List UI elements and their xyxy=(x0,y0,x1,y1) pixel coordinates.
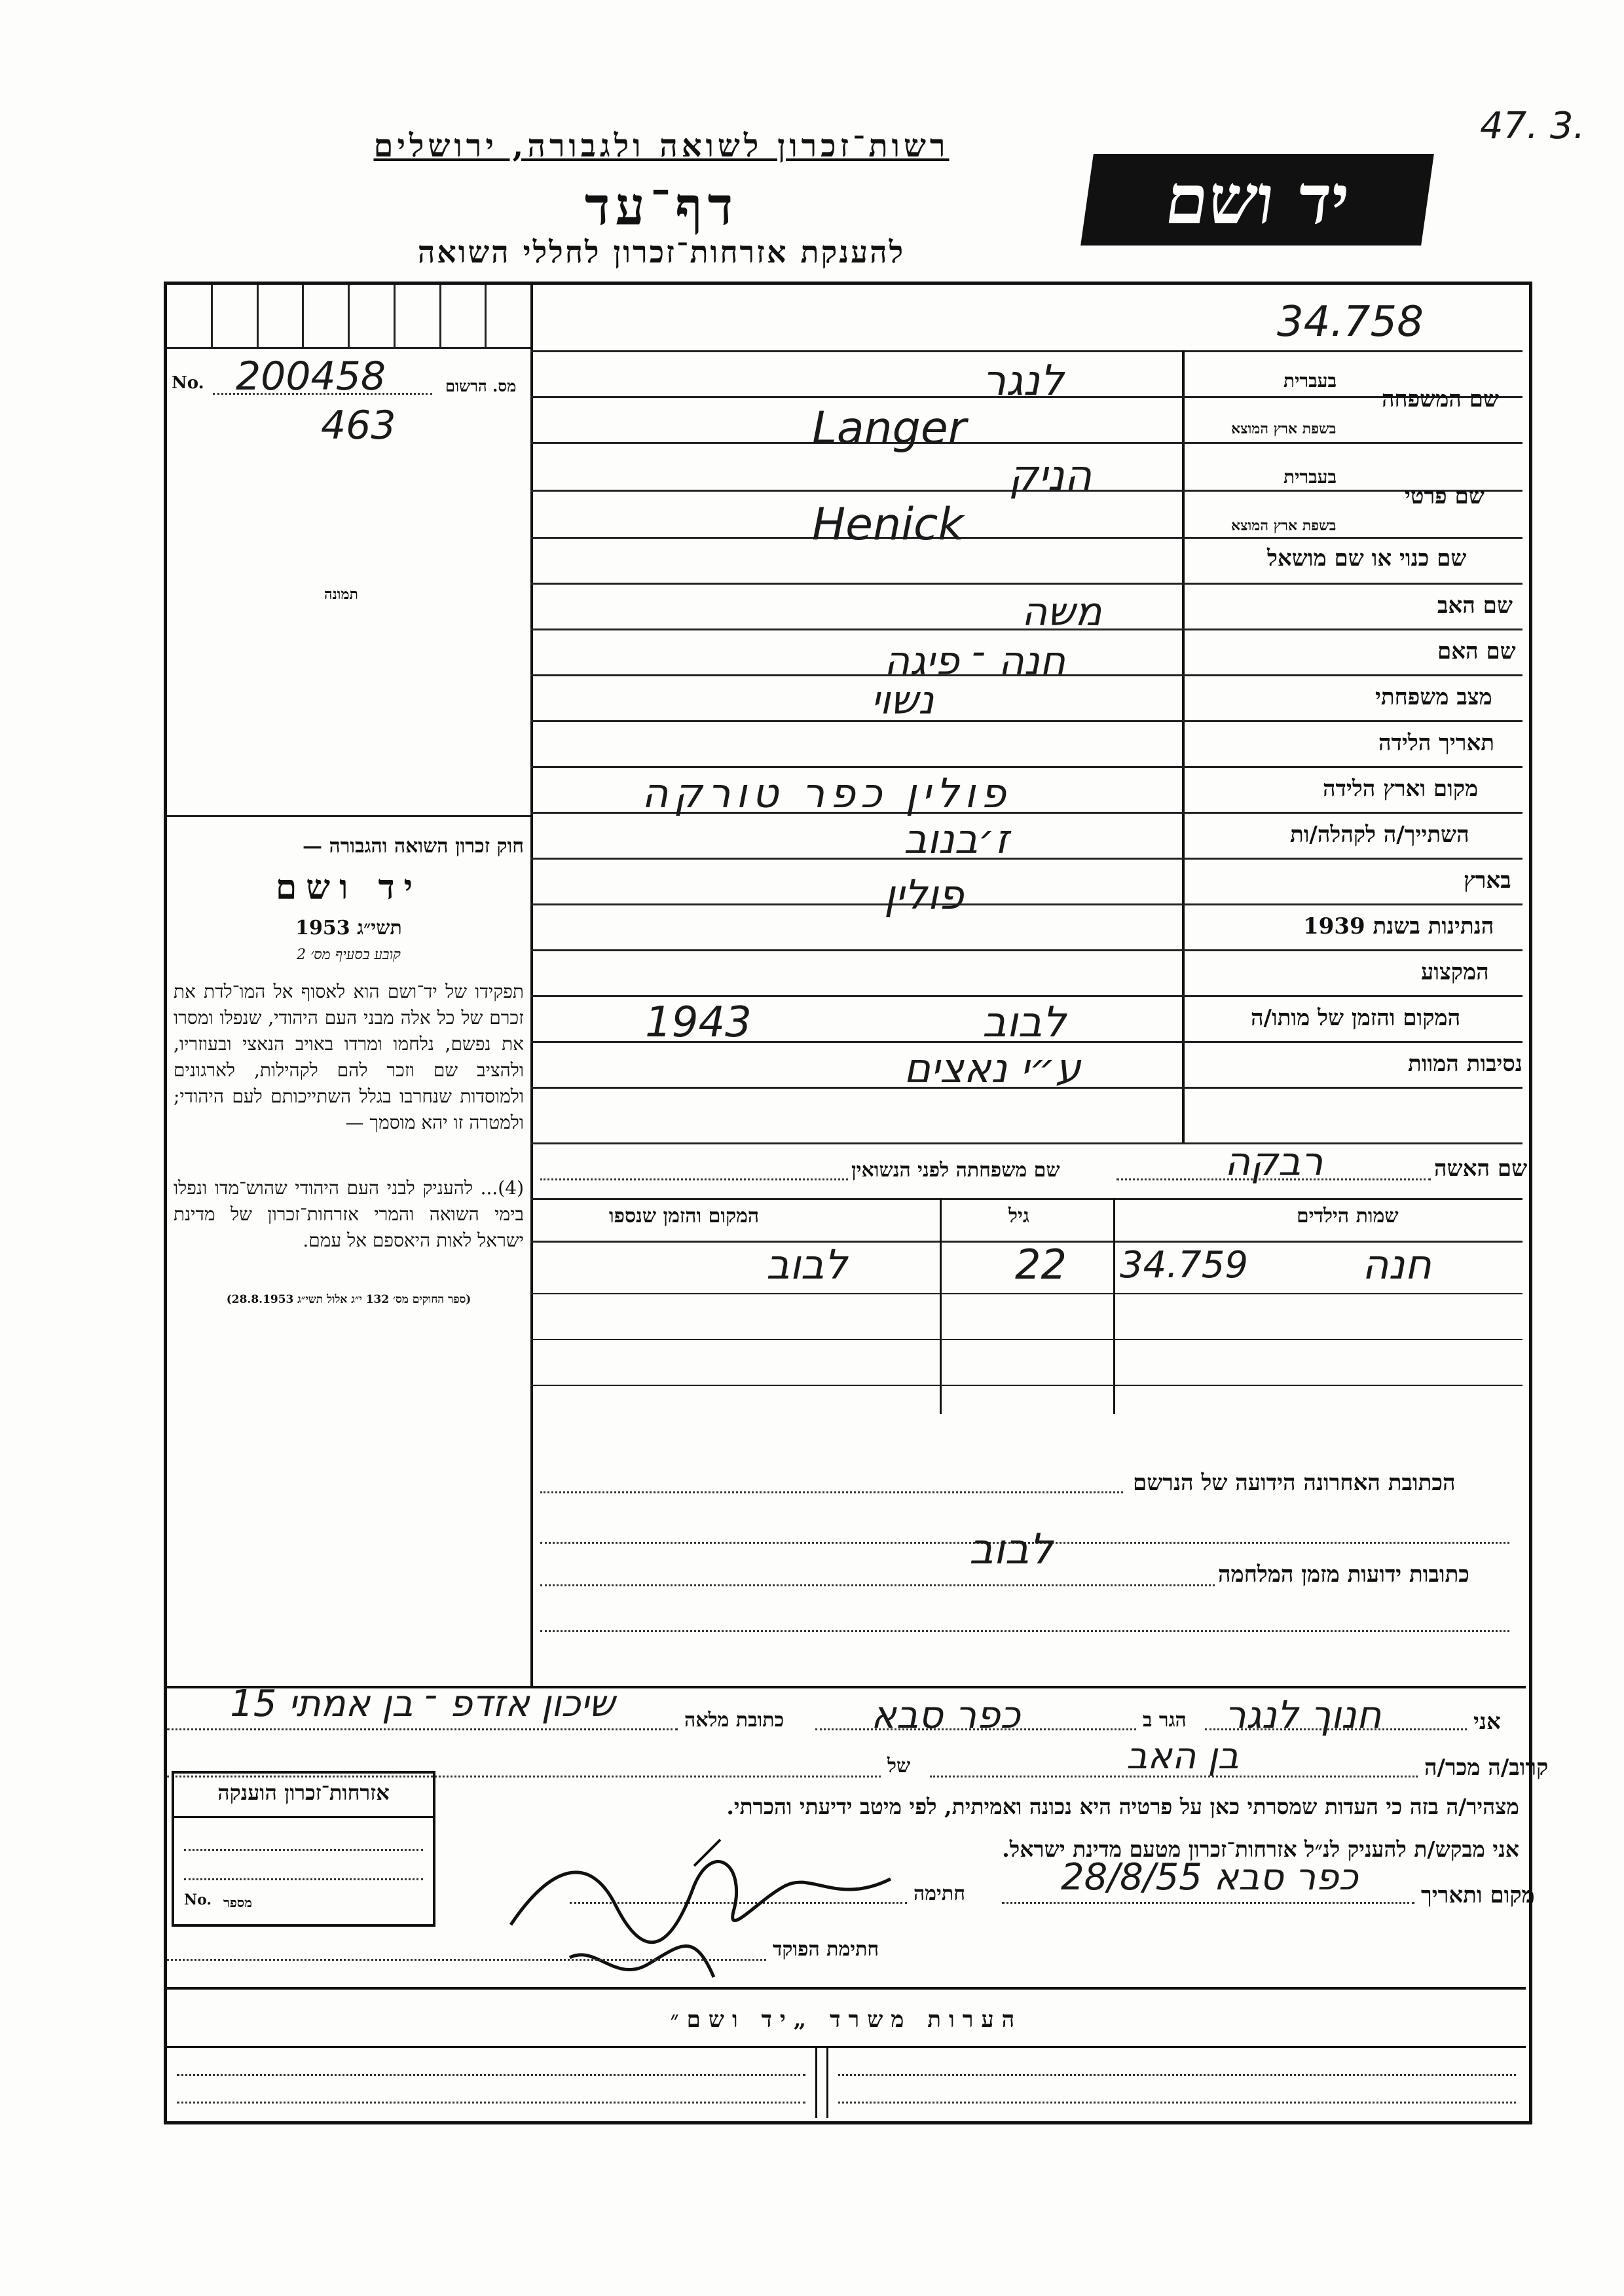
last-address-label: הכתובת האחרונה הידועה של הנרשם xyxy=(1133,1470,1456,1496)
family-name-latin: Langer xyxy=(812,403,967,454)
signature-label: חתימה xyxy=(913,1882,965,1905)
community-label: השתייך/ה לקהלה/ות xyxy=(1290,822,1469,848)
i-value: חנוך לנגר xyxy=(1225,1692,1382,1737)
law-text-2: (4)... להעניק לבני העם היהודי שהוש־מדו ונפלו בימי השואה והמרי אזרחות־זכרון של מדינת ישראל לאות היאספם אל עמם. xyxy=(174,1177,524,1251)
profession-label: המקצוע xyxy=(1421,959,1489,985)
nickname-label: שם כנוי או שם מושאל xyxy=(1267,545,1467,572)
citizenship-title: אזרחות־זכרון הוענקה xyxy=(217,1780,390,1805)
law-year: תשי״ג 1953 xyxy=(295,917,402,939)
wife-label: שם האשה xyxy=(1434,1156,1528,1182)
statement-2: אני מבקש/ת להעניק לנ״ל אזרחות־זכרון מטעם מדינת ישראל. xyxy=(1002,1836,1519,1862)
death-label: המקום והזמן של מותו/ה xyxy=(1251,1005,1461,1031)
death-year: 1943 xyxy=(645,998,752,1047)
i-label: אני xyxy=(1473,1709,1501,1735)
citizenship-box xyxy=(172,1771,435,1927)
reg-no-extra: 463 xyxy=(321,403,396,448)
marital-label: מצב משפחתי xyxy=(1375,684,1492,710)
resides-label: הגר ב xyxy=(1143,1709,1187,1732)
reg-label: מס. הרשום xyxy=(445,376,517,395)
community-value: ז׳בנוב xyxy=(904,815,1009,863)
relative-label: קרוב/ה מכר/ה xyxy=(1424,1755,1549,1781)
war-address-label: כתובות ידועות מזמן המלחמה xyxy=(1218,1561,1469,1588)
children-names-header: שמות הילדים xyxy=(1297,1205,1399,1228)
law-org-name: יד ושם xyxy=(275,867,422,907)
war-address-value: לבוב xyxy=(969,1525,1053,1574)
address-label: כתובת מלאה xyxy=(684,1709,784,1732)
family-origin-lang: בשפת ארץ המוצא xyxy=(1231,420,1337,437)
birth-place-label: מקום וארץ הלידה xyxy=(1323,776,1479,802)
form-subtitle: להענקת אזרחות־זכרון לחללי השואה xyxy=(417,234,906,270)
table-row xyxy=(530,1241,1522,1293)
law-title: חוק זכרון השואה והגבורה — xyxy=(303,835,524,858)
reg-no-value: 200458 xyxy=(236,354,386,399)
place-date-value: כפר סבא 28/8/55 xyxy=(1061,1856,1358,1899)
first-name-latin: Henick xyxy=(812,499,964,551)
family-in-hebrew: בעברית xyxy=(1283,370,1337,392)
mother-value: חנה ־ פיגה xyxy=(884,638,1066,684)
child-name: חנה xyxy=(1362,1241,1431,1288)
first-name-label: שם פרטי xyxy=(1405,483,1485,509)
country-label: בארץ xyxy=(1464,867,1511,894)
child-number: 34.759 xyxy=(1120,1244,1248,1286)
marital-value: נשוי xyxy=(871,678,934,723)
law-clause: קובע בסעיף מס׳ 2 xyxy=(297,947,401,963)
citizenship-no-prefix: No. xyxy=(184,1891,212,1908)
first-name-hebrew: הניק xyxy=(1008,452,1092,500)
child-age: 22 xyxy=(1015,1241,1067,1288)
children-age-header: גיל xyxy=(1008,1205,1029,1228)
citizenship-number-label: מספר xyxy=(223,1895,252,1910)
death-place: לבוב xyxy=(982,998,1066,1047)
maiden-label: שם משפחתה לפני הנשואין xyxy=(851,1159,1060,1182)
ticket-boxes xyxy=(167,285,530,347)
law-citation: (ספר החוקים מס׳ 132 י״ג אלול תשי״ג 28.8.1953) xyxy=(226,1293,471,1306)
country-value: פולין xyxy=(884,871,964,919)
death-circ-value: ע״י נאצים xyxy=(904,1044,1081,1092)
place-date-label: מקום ותאריך xyxy=(1421,1882,1535,1908)
office-notes-title: הערות משרד „יד ושם״ xyxy=(670,2007,1023,2033)
child-place: לבוב xyxy=(766,1241,847,1288)
resides-value: כפר סבא xyxy=(871,1692,1021,1737)
of-label: של xyxy=(887,1755,911,1777)
photo-label: תמונה xyxy=(324,586,358,603)
law-text: תפקידו של יד־ושם הוא לאסוף אל המו־לדת את זכרם של כל אלה מבני העם היהודי, שנפלו ומסרו את נפשם, נלחמו ומרדו באויב הנאצי ובעוזריו, ולהציב שם וזכר להם לקהילות, לארגונים ולמוסדות שנחרבו בגלל השתייכותם לעם היהודי; ולמטרה זו יהא מוסמך — xyxy=(174,981,524,1133)
children-place-header: המקום והזמן שנספו xyxy=(609,1205,760,1228)
statement-1: מצהיר/ה בזה כי העדות שמסרתי כאן על פרטיה היא נכונה ואמיתית, לפי מיטב ידיעתי והכרתי. xyxy=(726,1794,1519,1819)
wife-value: רבקה xyxy=(1225,1139,1323,1185)
relative-value: בן האב xyxy=(1126,1735,1239,1777)
official-label: חתימת הפוקד xyxy=(773,1938,879,1961)
reg-no-prefix: No. xyxy=(172,373,204,393)
father-value: משה xyxy=(1022,589,1102,635)
father-label: שם האב xyxy=(1437,592,1513,619)
declarant-signature xyxy=(498,1827,904,1990)
death-circ-label: נסיבות המוות xyxy=(1408,1051,1522,1077)
authority-title: רשות־זכרון לשואה ולגבורה, ירושלים xyxy=(373,128,950,164)
top-number: 34.758 xyxy=(1277,298,1424,346)
corner-note: 47. 3. xyxy=(1480,105,1585,147)
birth-place-value: פולין כפר טורקה xyxy=(642,769,1012,817)
first-origin-lang: בשפת ארץ המוצא xyxy=(1231,517,1337,534)
mother-label: שם האם xyxy=(1437,638,1516,665)
family-name-hebrew: לנגר xyxy=(982,357,1064,405)
first-in-hebrew: בעברית xyxy=(1283,466,1337,488)
birth-date-label: תאריך הלידה xyxy=(1378,730,1495,756)
yad-vashem-logo: יד ושם xyxy=(1080,154,1434,246)
address-value: שיכון אזדפ ־ בן אמתי 15 xyxy=(230,1683,615,1725)
form-title: דף־עד xyxy=(584,175,739,237)
family-name-label: שם המשפחה xyxy=(1382,386,1500,412)
citizenship-label: הנתינות בשנת 1939 xyxy=(1303,913,1494,939)
